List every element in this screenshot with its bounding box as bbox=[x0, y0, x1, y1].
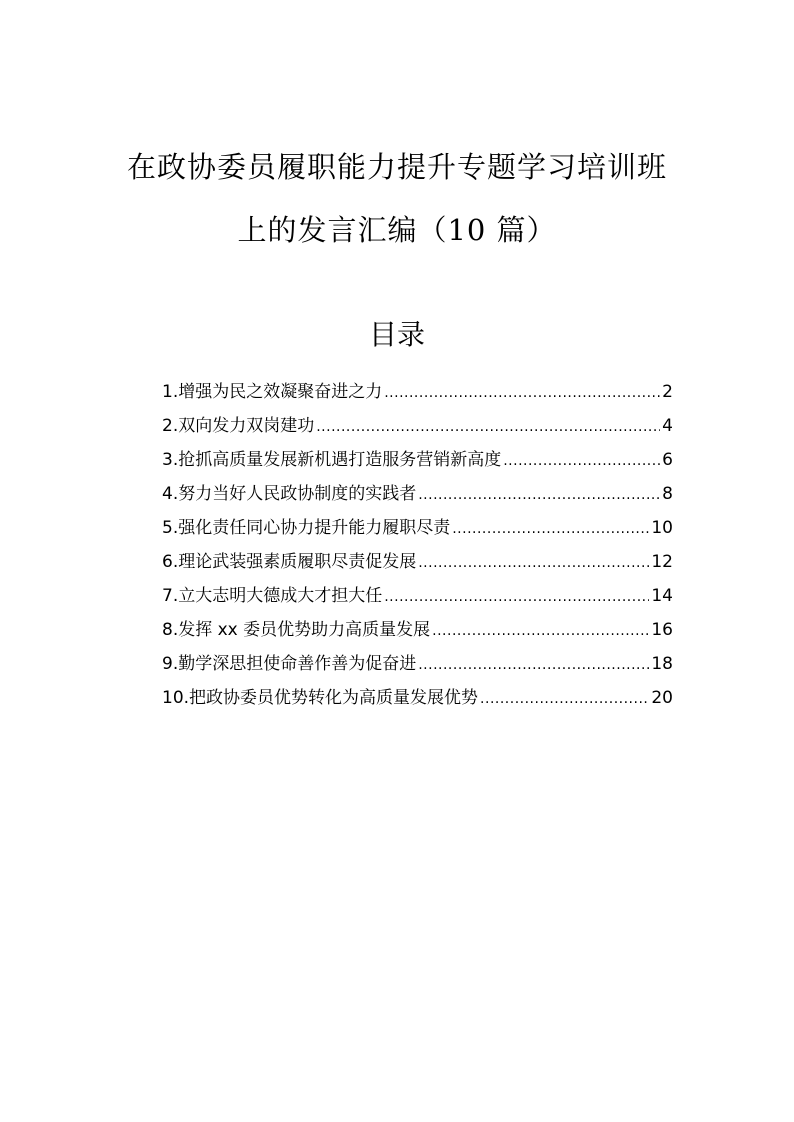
toc-page-number: 2 bbox=[662, 382, 673, 402]
toc-page-number: 20 bbox=[651, 688, 673, 708]
toc-entry-title: 1.增强为民之效凝聚奋进之力 bbox=[162, 382, 383, 402]
toc-entry-9[interactable] bbox=[162, 647, 673, 681]
toc-page-number: 10 bbox=[651, 518, 673, 538]
toc-dot-leader bbox=[316, 410, 660, 444]
toc-entry-4[interactable] bbox=[162, 477, 673, 511]
toc-dot-leader bbox=[480, 682, 649, 716]
toc-dot-leader bbox=[418, 546, 649, 580]
toc-dot-leader bbox=[503, 444, 660, 478]
table-of-contents bbox=[162, 375, 673, 715]
toc-page-number: 16 bbox=[651, 620, 673, 640]
toc-entry-10[interactable] bbox=[162, 681, 673, 715]
toc-dot-leader bbox=[418, 648, 649, 682]
toc-entry-7[interactable] bbox=[162, 579, 673, 613]
document-title-line-2: 上的发言汇编（10 篇） bbox=[237, 213, 557, 247]
toc-page-number: 4 bbox=[662, 416, 673, 436]
toc-entry-title: 9.勤学深思担使命善作善为促奋进 bbox=[162, 654, 417, 674]
toc-entry-title: 6.理论武装强素质履职尽责促发展 bbox=[162, 552, 417, 572]
toc-page-number: 18 bbox=[651, 654, 673, 674]
toc-entry-title: 8.发挥 xx 委员优势助力高质量发展 bbox=[162, 620, 431, 640]
toc-entry-1[interactable] bbox=[162, 375, 673, 409]
toc-page-number: 12 bbox=[651, 552, 673, 572]
toc-entry-title: 10.把政协委员优势转化为高质量发展优势 bbox=[162, 688, 479, 708]
toc-entry-2[interactable] bbox=[162, 409, 673, 443]
toc-entry-title: 2.双向发力双岗建功 bbox=[162, 416, 315, 436]
document-title-line-1: 在政协委员履职能力提升专题学习培训班 bbox=[126, 150, 667, 184]
toc-page-number: 14 bbox=[651, 586, 673, 606]
toc-entry-title: 7.立大志明大德成大才担大任 bbox=[162, 586, 383, 606]
toc-dot-leader bbox=[384, 376, 660, 410]
toc-entry-3[interactable] bbox=[162, 443, 673, 477]
toc-page-number: 8 bbox=[662, 484, 673, 504]
toc-entry-8[interactable] bbox=[162, 613, 673, 647]
toc-heading: 目录 bbox=[368, 318, 425, 351]
toc-dot-leader bbox=[418, 478, 660, 512]
toc-page-number: 6 bbox=[662, 450, 673, 470]
toc-dot-leader bbox=[384, 580, 649, 614]
toc-entry-title: 3.抢抓高质量发展新机遇打造服务营销新高度 bbox=[162, 450, 502, 470]
toc-entry-5[interactable] bbox=[162, 511, 673, 545]
toc-dot-leader bbox=[452, 512, 649, 546]
toc-entry-title: 4.努力当好人民政协制度的实践者 bbox=[162, 484, 417, 504]
toc-entry-title: 5.强化责任同心协力提升能力履职尽责 bbox=[162, 518, 451, 538]
toc-entry-6[interactable] bbox=[162, 545, 673, 579]
toc-dot-leader bbox=[432, 614, 649, 648]
